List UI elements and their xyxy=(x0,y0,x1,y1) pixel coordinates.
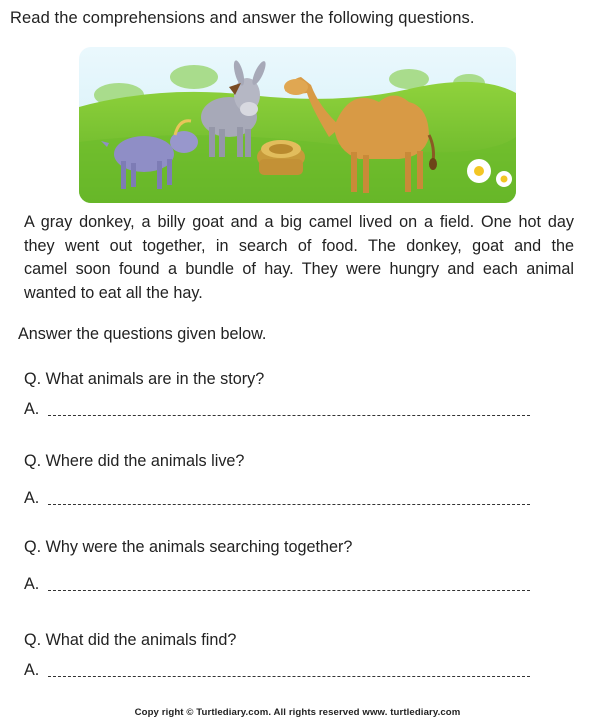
passage-line: they went out together, in search of food. The donkey, goat and the xyxy=(24,236,574,255)
passage-line: wanted to eat all the hay. xyxy=(24,283,203,302)
hay-bundle xyxy=(257,140,305,175)
questions-prompt: Answer the questions given below. xyxy=(18,325,267,343)
copyright-footer: Copy right © Turtlediary.com. All rights reserved www. turtlediary.com xyxy=(134,707,461,718)
question-block xyxy=(24,631,534,683)
answer-line[interactable] xyxy=(48,590,530,591)
answer-row xyxy=(24,575,534,597)
instructions: Read the comprehensions and answer the following questions. xyxy=(10,9,475,27)
passage-line: camel soon found a bundle of hay. They were hungry and each animal xyxy=(24,260,574,278)
question-text: Q. Why were the animals searching together? xyxy=(24,538,353,556)
question-text: Q. What animals are in the story? xyxy=(24,370,265,388)
answer-label: A. xyxy=(24,661,40,679)
passage-line: A gray donkey, a billy goat and a big camel lived on a field. One hot day xyxy=(24,213,574,231)
question-block xyxy=(24,452,534,511)
answer-line[interactable] xyxy=(48,504,530,505)
answer-line[interactable] xyxy=(48,415,530,416)
question-text: Q. What did the animals find? xyxy=(24,631,237,649)
answer-row xyxy=(24,400,534,422)
answer-row xyxy=(24,489,534,511)
story-illustration xyxy=(79,47,516,203)
story-passage xyxy=(24,211,574,305)
answer-label: A. xyxy=(24,489,40,507)
question-block xyxy=(24,370,534,422)
answer-label: A. xyxy=(24,575,40,593)
answer-line[interactable] xyxy=(48,676,530,677)
answer-label: A. xyxy=(24,400,40,418)
question-text: Q. Where did the animals live? xyxy=(24,452,245,470)
answer-row xyxy=(24,661,534,683)
question-block xyxy=(24,538,534,597)
